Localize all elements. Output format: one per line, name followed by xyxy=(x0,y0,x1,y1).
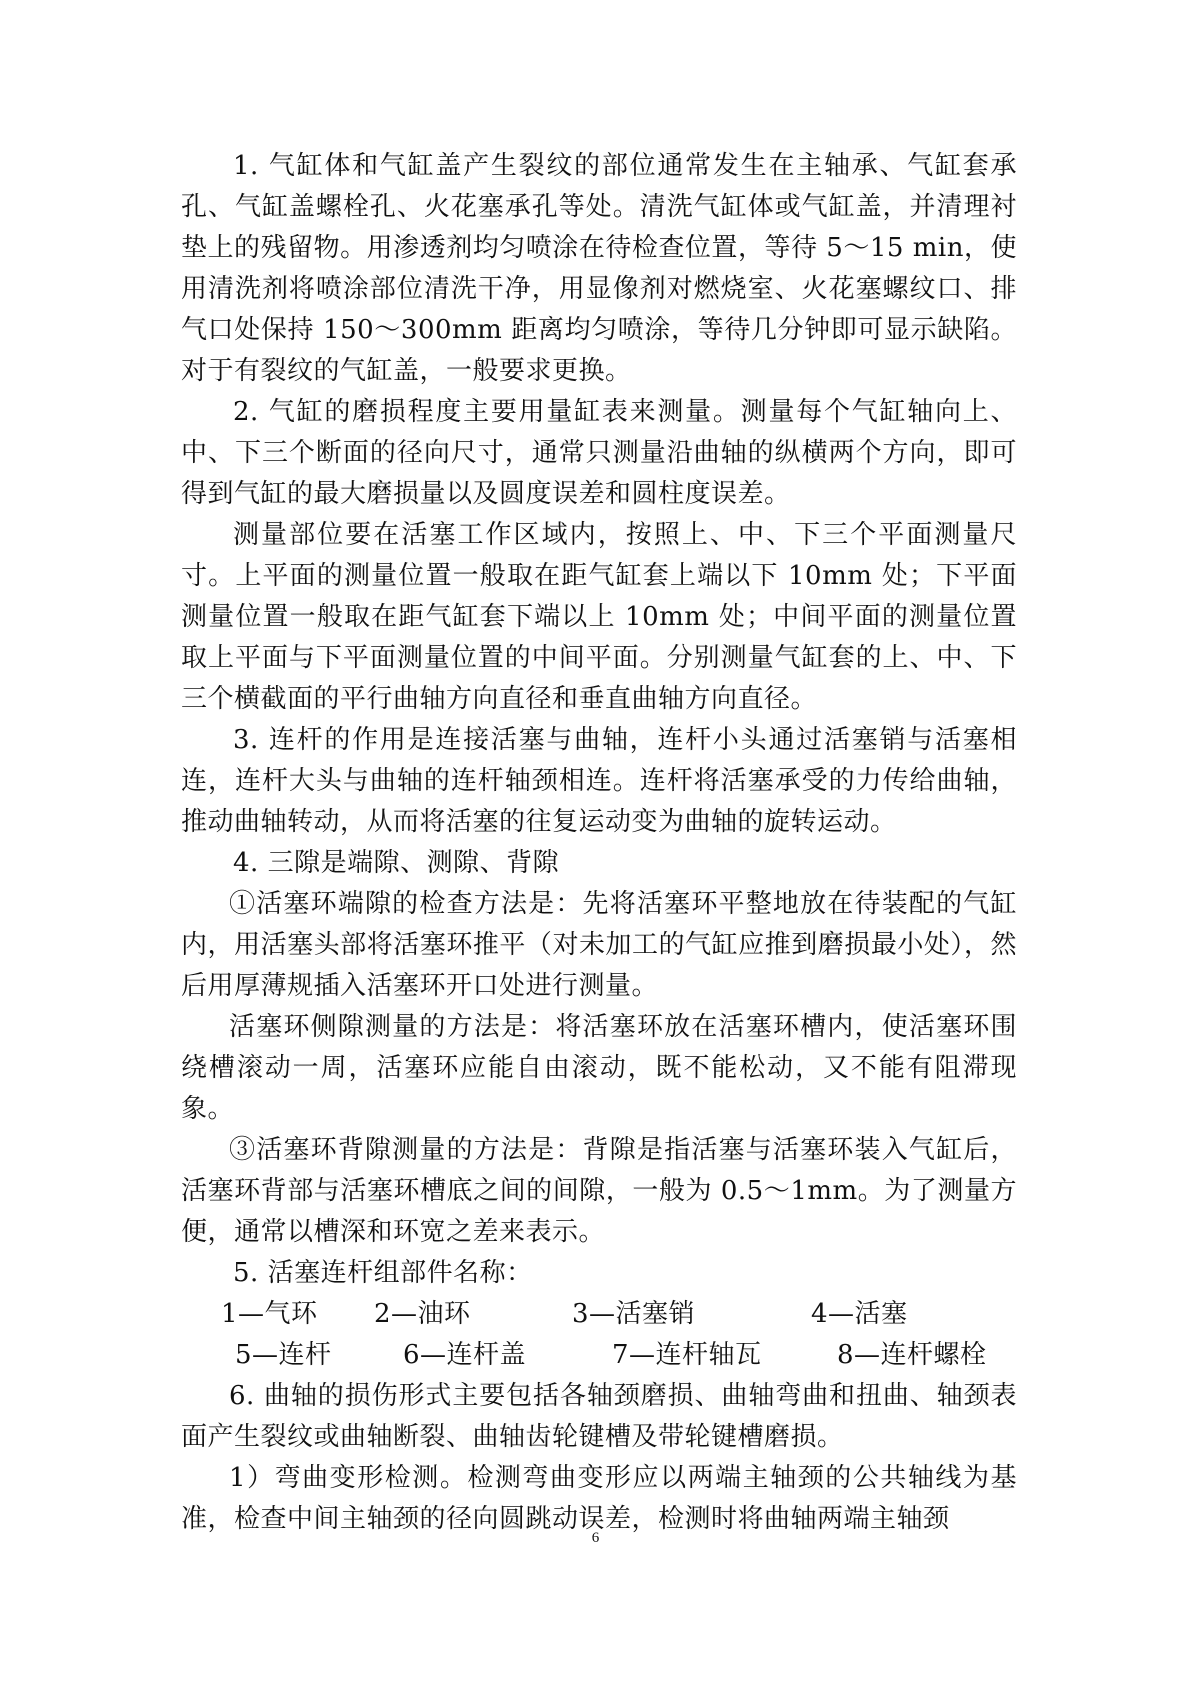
part-label: 8—连杆螺栓 xyxy=(837,1340,987,1370)
paragraph-side-gap: 活塞环侧隙测量的方法是：将活塞环放在活塞环槽内，使活塞环围绕槽滚动一周，活塞环应能自由滚动，既不能松动，又不能有阻滞现象。 xyxy=(181,1012,1017,1124)
paragraph-back-gap: ③活塞环背隙测量的方法是：背隙是指活塞与活塞环装入气缸后，活塞环背部与活塞环槽底之间的间隙，一般为 0.5～1mm。为了测量方便，通常以槽深和环宽之差来表示。 xyxy=(181,1135,1017,1247)
part-label: 5—连杆 xyxy=(235,1340,332,1370)
paragraph-parts-heading: 5. 活塞连杆组部件名称： xyxy=(233,1258,533,1288)
paragraph-end-gap: ①活塞环端隙的检查方法是：先将活塞环平整地放在待装配的气缸内，用活塞头部将活塞环推平（对未加工的气缸应推到磨损最小处），然后用厚薄规插入活塞环开口处进行测量。 xyxy=(181,889,1017,1001)
paragraph-cylinder-cracks: 1. 气缸体和气缸盖产生裂纹的部位通常发生在主轴承、气缸套承孔、气缸盖螺栓孔、火花塞承孔等处。清洗气缸体或气缸盖，并清理衬垫上的残留物。用渗透剂均匀喷涂在待检查位置，等待 5～15 min，使用清洗剂将喷涂部位清洗干净，用显像剂对燃烧室、火花塞螺纹口、排气口处保持 150～300mm 距离均匀喷涂，等待几分钟即可显示缺陷。对于有裂纹的气缸盖，一般要求更换。 xyxy=(181,151,1017,386)
paragraph-measurement-position: 测量部位要在活塞工作区域内，按照上、中、下三个平面测量尺寸。上平面的测量位置一般取在距气缸套上端以下 10mm 处；下平面测量位置一般取在距气缸套下端以上 10mm 处；中间平面的测量位置取上平面与下平面测量位置的中间平面。分别测量气缸套的上、中、下三个横截面的平行曲轴方向直径和垂直曲轴方向直径。 xyxy=(181,520,1017,714)
paragraph-connecting-rod: 3. 连杆的作用是连接活塞与曲轴，连杆小头通过活塞销与活塞相连，连杆大头与曲轴的连杆轴颈相连。连杆将活塞承受的力传给曲轴，推动曲轴转动，从而将活塞的往复运动变为曲轴的旋转运动。 xyxy=(181,725,1017,837)
parts-list-row-2 xyxy=(181,1335,1017,1376)
paragraph-bending-detection: 1）弯曲变形检测。检测弯曲变形应以两端主轴颈的公共轴线为基准，检查中间主轴颈的径向圆跳动误差，检测时将曲轴两端主轴颈 xyxy=(181,1463,1017,1534)
part-label: 3—活塞销 xyxy=(572,1299,696,1329)
part-label: 7—连杆轴瓦 xyxy=(612,1340,762,1370)
parts-list-row-1 xyxy=(181,1294,1017,1335)
page-number: 6 xyxy=(591,1530,600,1546)
paragraph-cylinder-wear: 2. 气缸的磨损程度主要用量缸表来测量。测量每个气缸轴向上、中、下三个断面的径向尺寸，通常只测量沿曲轴的纵横两个方向，即可得到气缸的最大磨损量以及圆度误差和圆柱度误差。 xyxy=(181,397,1017,509)
part-label: 2—油环 xyxy=(374,1299,471,1329)
paragraph-crankshaft-damage: 6. 曲轴的损伤形式主要包括各轴颈磨损、曲轴弯曲和扭曲、轴颈表面产生裂纹或曲轴断裂、曲轴齿轮键槽及带轮键槽磨损。 xyxy=(181,1381,1017,1452)
part-label: 6—连杆盖 xyxy=(403,1340,527,1370)
part-label: 4—活塞 xyxy=(811,1299,908,1329)
paragraph-three-clearances: 4. 三隙是端隙、测隙、背隙 xyxy=(233,848,560,878)
part-label: 1—气环 xyxy=(221,1299,318,1329)
document-body xyxy=(181,146,1017,1540)
